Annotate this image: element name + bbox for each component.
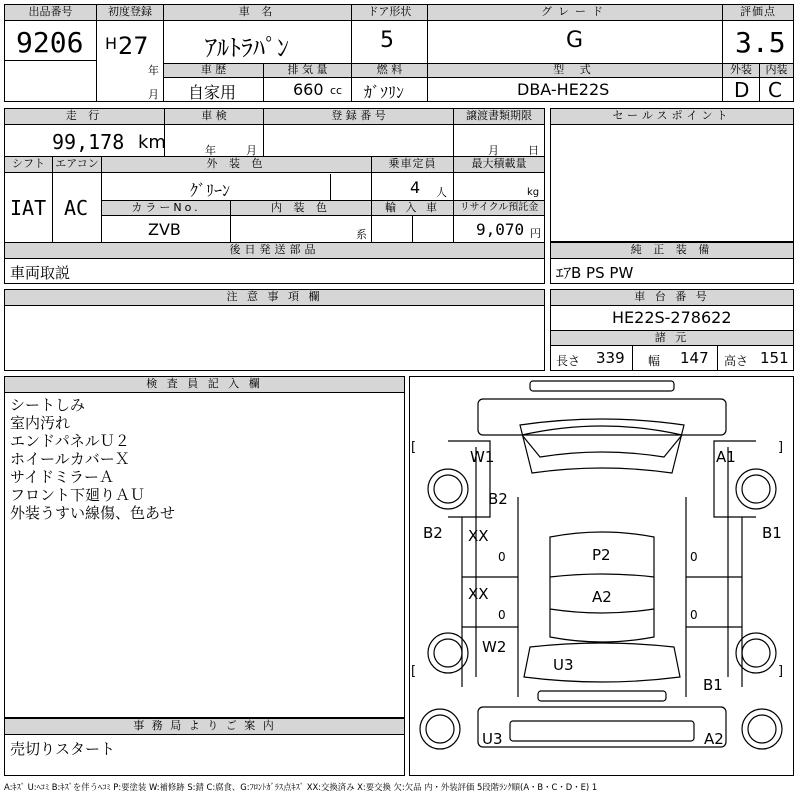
recycle-value: 9,070 <box>476 220 525 239</box>
car-diagram-drawing <box>410 377 793 775</box>
interior-color-header: 内 装 色 <box>231 201 371 216</box>
mark-bracket: ] <box>778 664 784 679</box>
model-code-header: 型 式 <box>428 64 722 78</box>
mark-u3-bumper: U3 <box>482 730 503 748</box>
doors-value: 5 <box>380 28 394 53</box>
mark-bracket: ] <box>778 440 784 455</box>
score-value: 3.5 <box>735 26 786 59</box>
mark-b1: B1 <box>762 524 782 542</box>
sales-points-box <box>550 108 794 242</box>
width-value: 147 <box>680 349 709 367</box>
history-header: 車 歴 <box>164 64 263 78</box>
mark-b2: B2 <box>488 490 508 508</box>
genuine-equipment-value: ｴｱB PS PW <box>556 264 634 282</box>
registration-number-header: 登 録 番 号 <box>264 109 453 125</box>
displacement-unit: cc <box>330 84 343 97</box>
car-name: ｱﾙﾄﾗﾊﾟﾝ <box>205 34 289 62</box>
interior-color-unit: 系 <box>356 228 367 241</box>
genuine-equipment-header: 純 正 装 備 <box>551 243 793 259</box>
lot-number-header: 出品番号 <box>5 5 96 21</box>
exterior-color-header: 外 装 色 <box>102 157 371 173</box>
length-label: 長さ <box>556 354 581 368</box>
legend: A:ｷｽﾞ U:ﾍｺﾐ B:ｷｽﾞを伴うﾍｺﾐ P:要塗装 W:補修跡 S:錆 C:腐食、G:ﾌﾛﾝﾄｶﾞﾗｽ点ｷｽﾞ XX:交換済み X:要交換 欠:欠品 内・外装評価 5段階ﾗﾝｸ順(A・B・C・D・E) 1 <box>4 782 598 792</box>
color-no-value: ZVB <box>148 220 181 239</box>
displacement-value: 660 <box>293 80 324 99</box>
inspection-year-unit: 年 <box>205 144 216 157</box>
transfer-month-unit: 月 <box>488 144 499 157</box>
import-header: 輸 入 車 <box>372 201 453 216</box>
capacity-value: 4 <box>410 178 421 197</box>
recycle-unit: 円 <box>530 227 541 240</box>
capacity-header: 乗車定員 <box>372 157 453 173</box>
mark-w1: W1 <box>470 448 495 466</box>
inspector-line: エンドパネルＵ２ <box>10 432 130 450</box>
fuel-header: 燃 料 <box>352 64 427 78</box>
mark-b1-rear: B1 <box>703 676 723 694</box>
exterior-grade-header: 外装 <box>723 64 759 78</box>
inspector-line: サイドミラーＡ <box>10 468 114 486</box>
mark-w2: W2 <box>482 638 507 656</box>
notes-header: 注 意 事 項 欄 <box>5 290 544 306</box>
max-load-header: 最大積載量 <box>454 157 544 173</box>
mark-zero: 0 <box>498 608 506 622</box>
inspection-header: 車 検 <box>165 109 263 125</box>
recycle-header: リサイクル預託金 <box>454 201 544 216</box>
interior-grade-header: 内装 <box>760 64 793 78</box>
mark-zero: 0 <box>498 550 506 564</box>
score-header: 評価点 <box>723 5 793 21</box>
mileage-header: 走 行 <box>5 109 164 125</box>
color-no-header: カラーNo. <box>102 201 230 216</box>
inspector-line: シートしみ <box>10 396 86 414</box>
mark-p2: P2 <box>592 546 611 564</box>
mileage-unit: km <box>138 132 166 153</box>
dimensions-header: 諸 元 <box>551 331 793 346</box>
exterior-grade-value: D <box>734 78 750 102</box>
mark-xx-lower: XX <box>468 585 489 603</box>
office-value: 売切りスタート <box>10 740 116 758</box>
capacity-unit: 人 <box>436 186 447 199</box>
inspector-header: 検 査 員 記 入 欄 <box>5 377 404 393</box>
chassis-number-header: 車 台 番 号 <box>551 290 793 306</box>
aircon-header: エアコン <box>53 157 101 173</box>
mark-bracket: [ <box>411 440 417 455</box>
grade-header: グレード <box>428 5 722 21</box>
later-parts-value: 車両取説 <box>10 264 71 282</box>
transfer-docs-header: 譲渡書類期限 <box>454 109 544 125</box>
mileage-value: 99,178 <box>52 130 125 154</box>
mark-b2-side: B2 <box>423 524 443 542</box>
exterior-color-value: ｸﾞﾘｰﾝ <box>190 181 231 200</box>
inspector-line: ホイールカバーＸ <box>10 450 130 468</box>
mark-xx-upper: XX <box>468 527 489 545</box>
doors-header: ドア形状 <box>352 5 427 21</box>
displacement-header: 排 気 量 <box>264 64 351 78</box>
inspector-line: フロント下廻りＡＵ <box>10 486 146 504</box>
width-label: 幅 <box>648 354 661 368</box>
later-parts-header: 後日発送部品 <box>5 243 544 259</box>
transfer-day-unit: 日 <box>528 144 539 157</box>
car-name-header: 車 名 <box>164 5 351 21</box>
aircon-value: AC <box>64 196 89 220</box>
inspector-line: 外装うすい線傷、色あせ <box>10 504 176 522</box>
inspection-month-unit: 月 <box>246 144 257 157</box>
registration-year: 27 <box>118 32 149 60</box>
max-load-unit: kg <box>527 187 540 198</box>
height-label: 高さ <box>724 354 749 368</box>
first-registration-header: 初度登録 <box>97 5 163 21</box>
fuel-value: ｶﾞｿﾘﾝ <box>364 83 405 102</box>
office-header: 事 務 局 よ り ご 案 内 <box>5 719 404 735</box>
history-value: 自家用 <box>188 83 237 102</box>
chassis-number-value: HE22S-278622 <box>612 308 732 327</box>
length-value: 339 <box>596 349 625 367</box>
era-letter: H <box>105 34 118 53</box>
interior-grade-value: C <box>768 78 782 102</box>
mark-a2: A2 <box>592 588 612 606</box>
inspector-line: 室内汚れ <box>10 414 71 432</box>
year-unit: 年 <box>148 64 159 77</box>
mark-zero: 0 <box>690 608 698 622</box>
grade-value: G <box>566 28 584 53</box>
mark-a1: A1 <box>716 448 736 466</box>
shift-value: IAT <box>10 196 47 220</box>
mark-a2-bumper: A2 <box>704 730 724 748</box>
height-value: 151 <box>760 349 789 367</box>
sales-points-header: セールスポイント <box>551 109 793 125</box>
mark-u3: U3 <box>553 656 574 674</box>
mark-zero: 0 <box>690 550 698 564</box>
mark-bracket: [ <box>411 664 417 679</box>
lot-number: 9206 <box>16 26 84 59</box>
shift-header: シフト <box>5 157 52 173</box>
month-unit: 月 <box>148 88 159 101</box>
model-code-value: DBA-HE22S <box>517 80 610 99</box>
